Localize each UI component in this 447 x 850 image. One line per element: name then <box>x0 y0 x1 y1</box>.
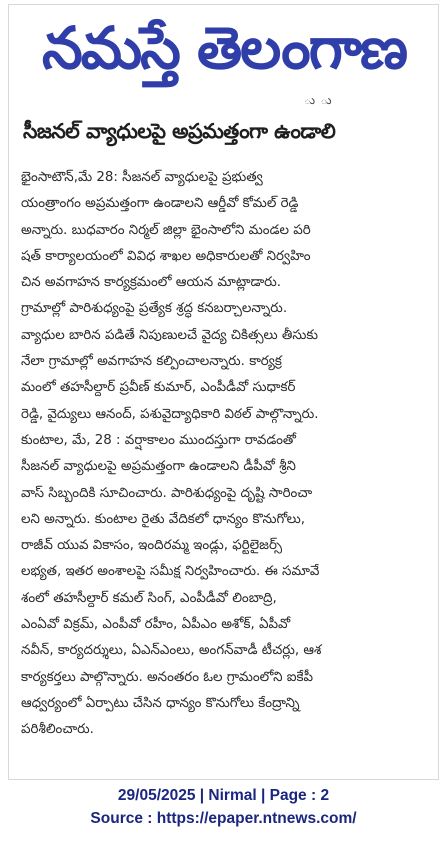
article-line: రెడ్డి, వైద్యులు ఆనంద్, పశువైద్యాధికారి విఠల్ పాల్గొన్నారు. <box>21 406 319 422</box>
article-line: లభ్యత, ఇతర అంశాలపై సమీక్ష నిర్వహించారు. ఈ సమావే <box>21 564 320 580</box>
masthead <box>19 11 429 85</box>
newspaper-clipping <box>8 4 439 780</box>
article-line: షత్ కార్యాలయంలో వివిధ శాఖల అధికారులతో నిర్వహిం <box>21 248 311 264</box>
article-line: ఎంఏవో విక్రమ్, ఎంపీవో రహీం, ఏపీఎం అశోక్, ఏపీవో <box>21 617 291 633</box>
article-line: శంలో తహసీల్దార్ కమల్ సింగ్, ఎంపీడీవో లింబాద్రి, <box>21 590 277 606</box>
masthead-title: నమస్తే తెలంగాణ <box>42 14 406 82</box>
article-line: లని అన్నారు. కుంటాల రైతు వేదికలో ధాన్యం కొనుగోలు, <box>21 511 306 527</box>
footer-source-link: Source : https://epaper.ntnews.com/ <box>90 810 357 827</box>
footer-date-edition-page: 29/05/2025 | Nirmal | Page : 2 <box>117 787 330 804</box>
article-line: వాస్ సిబ్బందికి సూచించారు. పారిశుధ్యంపై దృష్టి సారించా <box>21 485 313 501</box>
article-line: గ్రామాల్లో పారిశుధ్యంపై ప్రత్యేక శ్రద్ధ కనబర్చాలన్నారు. <box>21 301 288 317</box>
article-line: నవీన్, కార్యదర్శులు, ఏఎన్ఎంలు, అంగన్‌వాడీ టీచర్లు, ఆశ <box>21 643 322 659</box>
article-line: అన్నారు. బుధవారం నిర్మల్ జిల్లా భైంసాలోని మండల పరి <box>21 222 311 238</box>
article-line: రాజీవ్ యువ వికాసం, ఇందిరమ్మ ఇండ్లు, ఫర్టిలైజర్స్ <box>21 538 283 554</box>
article-line: ఆధ్వర్యంలో ఏర్పాటు చేసిన ధాన్యం కొనుగోలు కేంద్రాన్ని <box>21 695 300 711</box>
article-line: కార్యకర్తలు పాల్గొన్నారు. అనంతరం ఓల గ్రామంలోని ఐకేపీ <box>21 669 314 685</box>
article-line: భైంసాటౌన్,మే 28: సీజనల్ వ్యాధులపై ప్రభుత్వ <box>21 170 263 185</box>
article-line: మంలో తహసీల్దార్ ప్రవీణ్ కుమార్, ఎంపీడీవో సుధాకర్ <box>21 380 296 396</box>
article-line: చిన అవగాహన కార్యక్రమంలో ఆయన మాట్లాడారు. <box>21 275 281 291</box>
article-body <box>21 165 433 744</box>
article-line: యంత్రాంగం అప్రమత్తంగా ఉండాలని ఆర్డీవో కోమల్ రెడ్డి <box>21 196 299 212</box>
article-headline: సీజనల్ వ్యాధులపై అప్రమత్తంగా ఉండాలి <box>23 119 336 143</box>
article-line: వ్యాధుల బారిన పడితే నిపుణులచే వైద్య చికిత్సలు తీసుకు <box>21 327 319 343</box>
article-line: సీజనల్ వ్యాధులపై అప్రమత్తంగా ఉండాలని డీపీవో శ్రీని <box>21 459 296 475</box>
article-line: కుంటాల, మే, 28 : వర్షాకాలం ముందస్తుగా రావడంతో <box>21 432 296 448</box>
article-line: పరిశీలించారు. <box>21 722 94 738</box>
cut-text-fragment: ు ు <box>304 93 334 107</box>
article-line: నేలా గ్రామాల్లో అవగాహన కల్పించాలన్నారు. కార్యక్ర <box>21 354 282 370</box>
